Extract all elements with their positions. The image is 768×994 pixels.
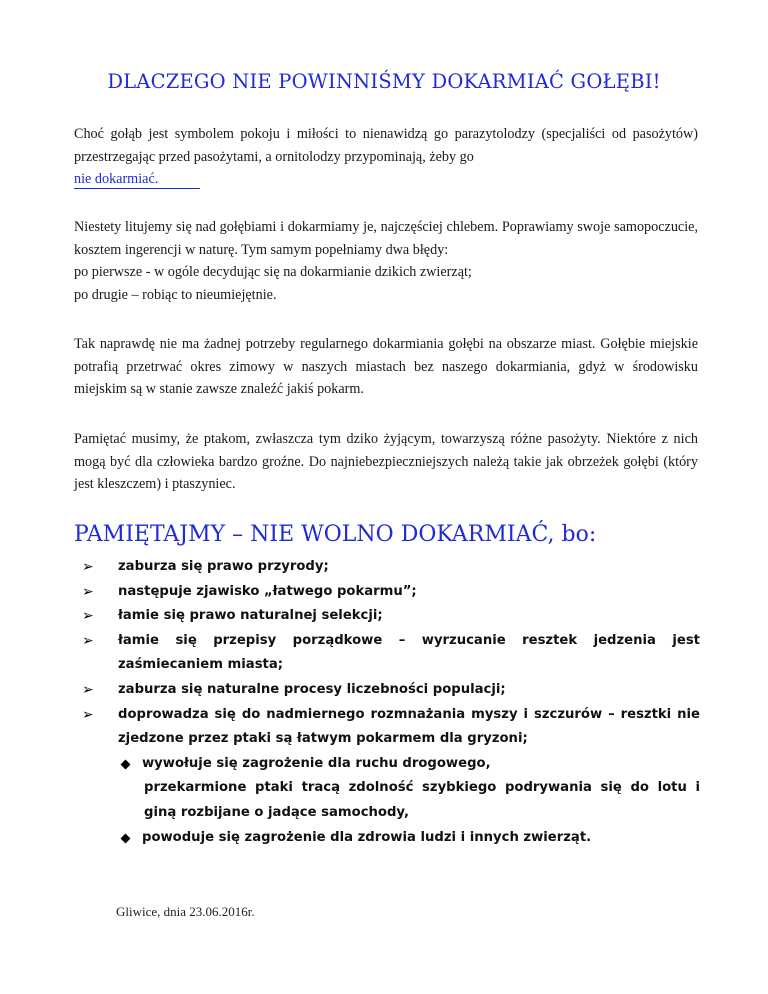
signature-date: Gliwice, dnia 23.06.2016r. (116, 904, 255, 919)
section-heading: PAMIĘTAJMY – NIE WOLNO DOKARMIAĆ, bo: (74, 522, 597, 547)
list-item: ➢ łamie się przepisy porządkowe – wyrzucanie resztek jedzenia jest zaśmiecaniem miasta; (80, 629, 700, 678)
list-item: ➢ zaburza się prawo przyrody; (80, 555, 700, 580)
sub-list-item: wywołuje się zagrożenie dla ruchu drogowego, (80, 752, 700, 777)
arrow-bullet-icon: ➢ (82, 559, 94, 575)
arrow-bullet-icon: ➢ (82, 632, 94, 649)
paragraph-mistakes-second: po drugie – robiąc to nieumiejętnie. (74, 286, 277, 303)
paragraph-intro (74, 123, 698, 191)
paragraph-no-need: Tak naprawdę nie ma żadnej potrzeby regularnego dokarmiania gołębi na obszarze miast. Gołębie miejskie potrafią przetrwać okres zimowy w naszych miastach bez naszego dokarmiania, gdyż w środowisku miejskim są w stanie zawsze znaleźć jakiś pokarm. (74, 336, 698, 397)
paragraph-mistakes-first: po pierwsze - w ogóle decydując się na dokarmianie dzikich zwierząt; (74, 264, 472, 280)
arrow-bullet-icon: ➢ (82, 583, 94, 600)
paragraph-intro-text: Choć gołąb jest symbolem pokoju i miłości to nienawidzą go parazytolodzy (specjaliści od pasożytów) przestrzegając przed pasożytami, a ornitolodzy przypominają, żeby go (74, 126, 698, 165)
arrow-bullet-icon: ➢ (82, 608, 94, 625)
arrow-bullet-icon: ➢ (82, 706, 94, 723)
paragraph-mistakes (74, 216, 698, 306)
list-item: ➢ następuje zjawisko „łatwego pokarmu”; (80, 580, 700, 605)
paragraph-parasites: Pamiętać musimy, że ptakom, zwłaszcza tym dziko żyjącym, towarzyszą różne pasożyty. Niektóre z nich mogą być dla człowieka bardzo groźne. Do najniebezpieczniejszych należą takie jak obrzeżek gołębi (który jest kleszczem) i ptaszyniec. (74, 431, 698, 492)
paragraph-mistakes-text: Niestety litujemy się nad gołębiami i dokarmiamy je, najczęściej chlebem. Poprawiamy swoje samopoczucie, kosztem ingerencji w naturę. Tym samym popełniamy dwa błędy: (74, 219, 698, 258)
reasons-list (80, 555, 700, 850)
no-feeding-link[interactable]: nie dokarmiać. (74, 170, 200, 189)
diamond-bullet-icon (121, 759, 131, 769)
arrow-bullet-icon: ➢ (82, 681, 94, 698)
list-item: ➢ łamie się prawo naturalnej selekcji; (80, 604, 700, 629)
list-item: ➢ doprowadza się do nadmiernego rozmnażania myszy i szczurów – resztki nie zjedzone przez ptaki są łatwym pokarmem dla gryzoni; (80, 703, 700, 752)
sub-list-continuation: przekarmione ptaki tracą zdolność szybkiego podrywania się do lotu i giną rozbijane o jadące samochody, (144, 780, 700, 820)
document-title: DLACZEGO NIE POWINNIŚMY DOKARMIAĆ GOŁĘBI! (107, 70, 661, 93)
sub-list-item: powoduje się zagrożenie dla zdrowia ludzi i innych zwierząt. (80, 826, 700, 851)
list-item: ➢ zaburza się naturalne procesy liczebności populacji; (80, 678, 700, 703)
diamond-bullet-icon (121, 833, 131, 843)
